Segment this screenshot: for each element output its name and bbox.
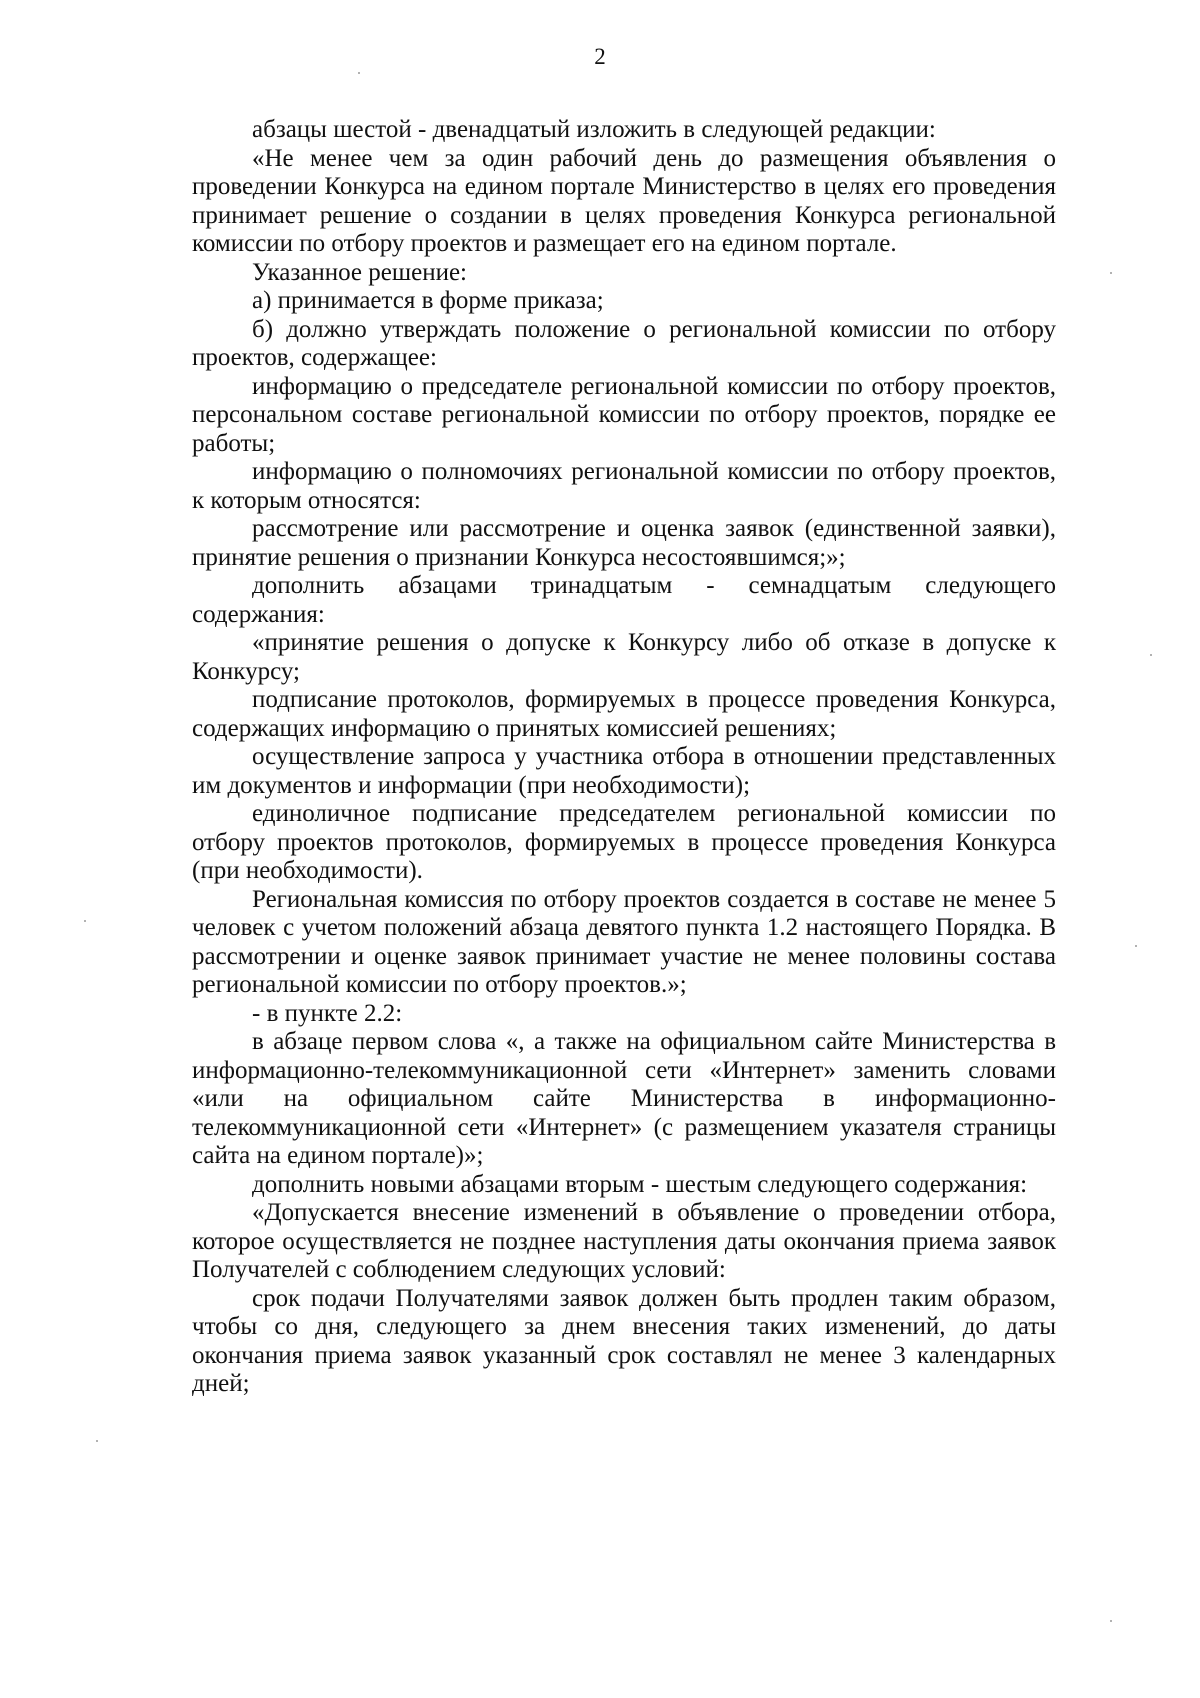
- paragraph: б) должно утверждать положение о региональной комиссии по отбору проектов, содержащее:: [192, 315, 1056, 371]
- scan-speck: [1135, 945, 1137, 947]
- scan-speck: [84, 920, 86, 922]
- paragraph: а) принимается в форме приказа;: [252, 287, 604, 314]
- paragraph: подписание протоколов, формируемых в процессе проведения Конкурса, содержащих информацию о принятых комиссией решениях;: [192, 686, 1056, 742]
- scan-speck: [96, 1440, 98, 1442]
- paragraph: в абзаце первом слова «, а также на официальном сайте Министерства в информационно-телекоммуникационной сети «Интернет» заменить словами «или на официальном сайте Министерства в информационно-телекоммуникационной сети «Интернет» (с размещением указателя страницы сайта на едином портале)»;: [192, 1028, 1056, 1169]
- scan-speck: [1150, 654, 1152, 656]
- paragraph: информацию о председателе региональной комиссии по отбору проектов, персональном составе региональной комиссии по отбору проектов, порядке ее работы;: [192, 372, 1056, 457]
- paragraph: дополнить абзацами тринадцатым - семнадцатым следующего содержания:: [192, 572, 1056, 628]
- document-body: [192, 116, 1056, 1399]
- scan-speck: [1110, 1620, 1112, 1622]
- paragraph: единоличное подписание председателем региональной комиссии по отбору проектов протоколов, формируемых в процессе проведения Конкурса (при необходимости).: [192, 800, 1056, 884]
- paragraph: срок подачи Получателями заявок должен быть продлен таким образом, чтобы со дня, следующего за днем внесения таких изменений, до даты окончания приема заявок указанный срок составлял не менее 3 календарных дней;: [192, 1284, 1056, 1397]
- paragraph: абзацы шестой - двенадцатый изложить в следующей редакции:: [252, 116, 936, 143]
- paragraph: рассмотрение или рассмотрение и оценка заявок (единственной заявки), принятие решения о признании Конкурса несостоявшимся;»;: [192, 515, 1056, 571]
- paragraph: «Не менее чем за один рабочий день до размещения объявления о проведении Конкурса на едином портале Министерство в целях его проведения принимает решение о создании в целях проведения Конкурса региональной комиссии по отбору проектов и размещает его на едином портале.: [192, 144, 1056, 257]
- paragraph: дополнить новыми абзацами вторым - шестым следующего содержания:: [252, 1170, 1028, 1198]
- paragraph: Региональная комиссия по отбору проектов создается в составе не менее 5 человек с учетом положений абзаца девятого пункта 1.2 настоящего Порядка. В рассмотрении и оценке заявок принимает участие не менее половины состава региональной комиссии по отбору проектов.»;: [192, 885, 1056, 998]
- paragraph: «Допускается внесение изменений в объявление о проведении отбора, которое осуществляется не позднее наступления даты окончания приема заявок Получателей с соблюдением следующих условий:: [192, 1199, 1056, 1283]
- paragraph: информацию о полномочиях региональной комиссии по отбору проектов, к которым относятся:: [192, 458, 1056, 514]
- paragraph: «принятие решения о допуске к Конкурсу либо об отказе в допуске к Конкурсу;: [192, 629, 1056, 685]
- scan-speck: [1110, 272, 1112, 274]
- paragraph: Указанное решение:: [252, 258, 467, 286]
- paragraph: осуществление запроса у участника отбора в отношении представленных им документов и информации (при необходимости);: [192, 743, 1056, 799]
- scan-speck: [358, 72, 360, 74]
- page-number: 2: [594, 44, 606, 69]
- paragraph: - в пункте 2.2:: [252, 999, 403, 1027]
